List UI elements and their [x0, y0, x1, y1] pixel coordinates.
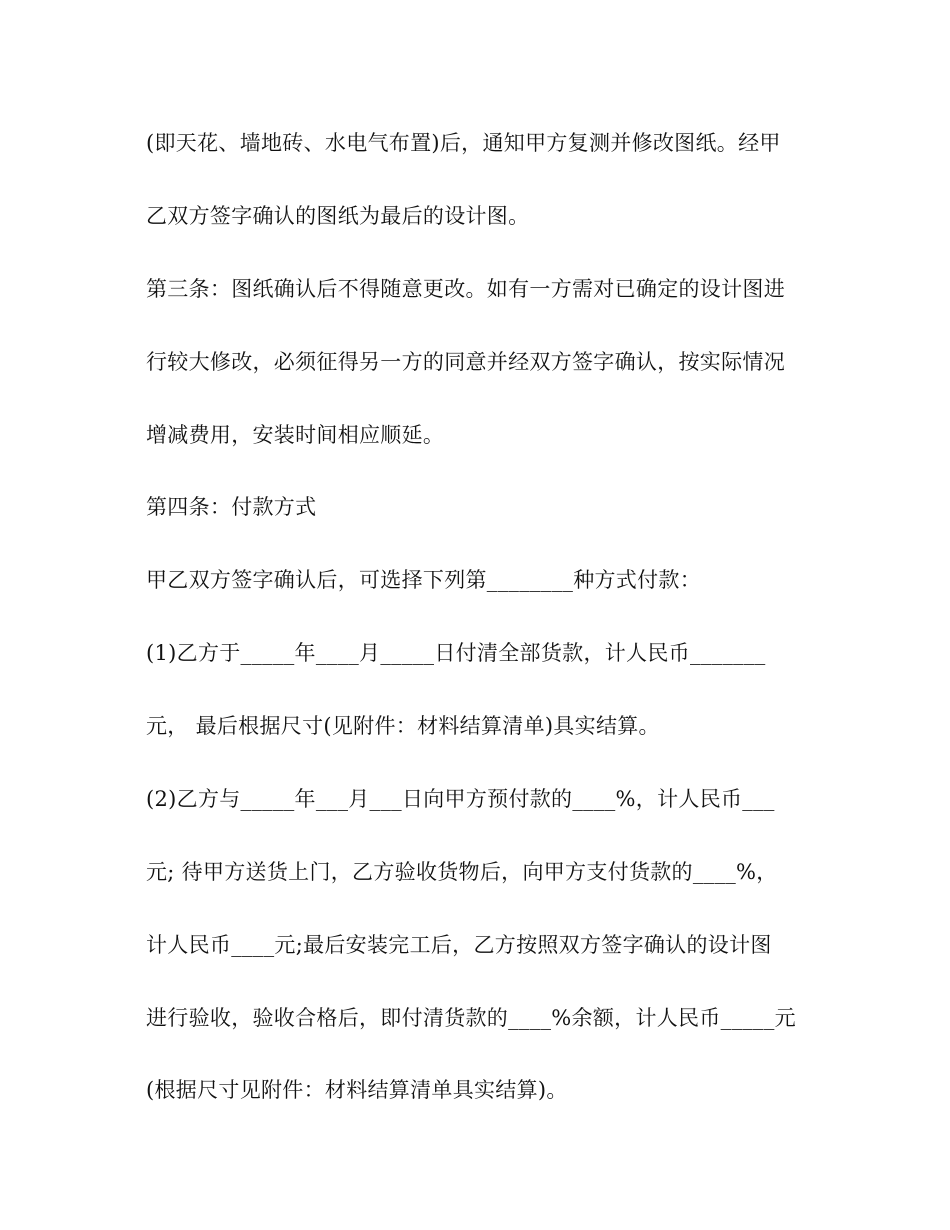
paragraph-line-2: 乙双方签字确认的图纸为最后的设计图。 [146, 204, 530, 228]
payment-option-1-line-1: (1)乙方于_____年____月_____日付清全部货款，计人民币_______ [146, 641, 766, 665]
payment-option-1-line-2: 元， 最后根据尺寸(见附件：材料结算清单)具实结算。 [146, 714, 660, 738]
payment-option-2-line-3: 计人民币____元;最后安装完工后，乙方按照双方签字确认的设计图 [146, 933, 772, 957]
payment-option-2-line-5: (根据尺寸见附件：材料结算清单具实结算)。 [146, 1078, 568, 1102]
payment-option-2-line-2: 元; 待甲方送货上门，乙方验收货物后，向甲方支付货款的____%， [146, 860, 778, 884]
payment-intro-line: 甲乙双方签字确认后，可选择下列第________种方式付款： [146, 568, 701, 592]
article-4-heading: 第四条：付款方式 [146, 495, 317, 519]
article-3-line-3: 增减费用，安装时间相应顺延。 [146, 423, 445, 447]
payment-option-2-line-4: 进行验收，验收合格后，即付清货款的____%余额，计人民币_____元 [146, 1006, 796, 1030]
paragraph-line-1: (即天花、墙地砖、水电气布置)后，通知甲方复测并修改图纸。经甲 [146, 131, 781, 155]
article-3-line-1: 第三条：图纸确认后不得随意更改。如有一方需对已确定的设计图进 [146, 277, 785, 301]
article-3-line-2: 行较大修改，必须征得另一方的同意并经双方签字确认，按实际情况 [146, 350, 785, 374]
payment-option-2-line-1: (2)乙方与_____年___月___日向甲方预付款的____%，计人民币___ [146, 787, 775, 811]
